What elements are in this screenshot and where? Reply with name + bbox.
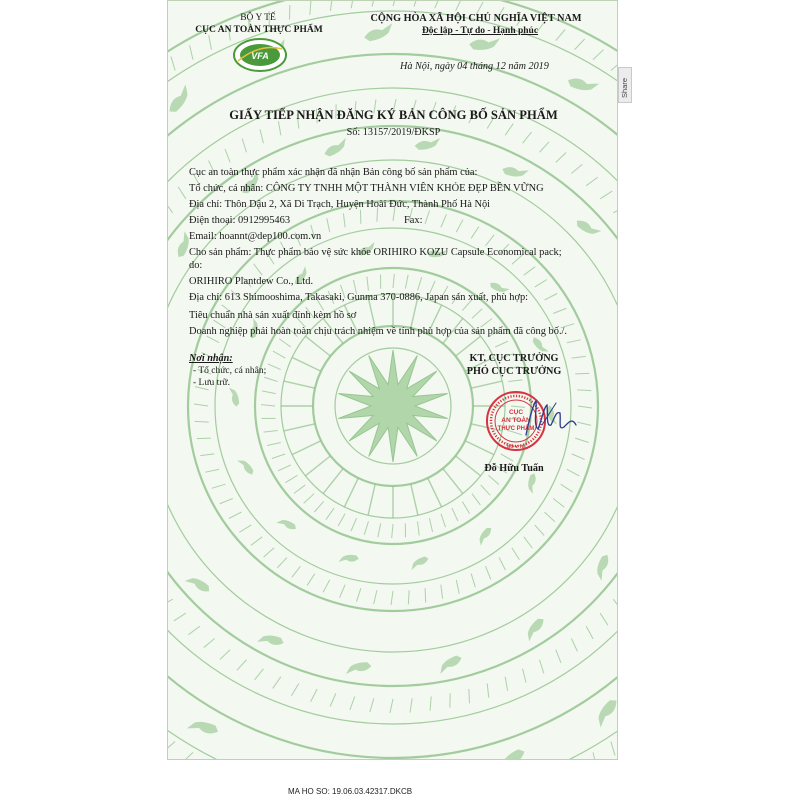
recipients-label: Nơi nhận: (189, 353, 233, 364)
national-motto: Độc lập - Tự do - Hạnh phúc (421, 26, 539, 36)
product-line: Cho sản phẩm: Thực phẩm bảo vệ sức khỏe ORIHIRO KOZU Capsule Economical pack; (189, 247, 562, 258)
responsibility-line: Doanh nghiệp phải hoàn toàn chịu trách nhiệm về tính phù hợp của sản phẩm đã công bố./. (189, 326, 568, 337)
standard-line: Tiêu chuẩn nhà sản xuất đính kèm hồ sơ (189, 310, 357, 321)
signer-name: Đỗ Hữu Tuấn (484, 463, 544, 474)
handwritten-signature (520, 395, 580, 441)
recipient-item: - Tổ chức, cá nhân; (193, 366, 267, 376)
organization-line: Tổ chức, cá nhân: CÔNG TY TNHH MỘT THÀNH VIÊN KHỎE ĐẸP BỀN VỮNG (189, 183, 544, 194)
certificate-document (167, 0, 618, 760)
svg-text:BỘ Y TẾ: BỘ Y TẾ (507, 444, 525, 449)
share-tab[interactable] (618, 67, 632, 103)
signer-subtitle: PHÓ CỤC TRƯỞNG (466, 366, 562, 377)
issue-date: Hà Nội, ngày 04 tháng 12 năm 2019 (400, 61, 549, 72)
svg-text:VFA: VFA (251, 51, 269, 61)
country-name: CỘNG HÒA XÃ HỘI CHỦ NGHĨA VIỆT NAM (370, 13, 582, 24)
svg-text:CỤC: CỤC (508, 409, 524, 416)
address-line: Địa chỉ: Thôn Dậu 2, Xã Di Trạch, Huyện Hoài Đức, Thành Phố Hà Nội (189, 199, 491, 210)
recipient-item: - Lưu trữ. (193, 378, 230, 388)
vfa-logo (232, 37, 288, 73)
dossier-code: MA HO SO: 19.06.03.42317.DKCB (288, 787, 413, 796)
ministry-name: BỘ Y TẾ (240, 13, 276, 23)
document-title: GIẤY TIẾP NHẬN ĐĂNG KÝ BẢN CÔNG BỐ SẢN PHẨM (229, 108, 558, 122)
intro-line: Cục an toàn thực phẩm xác nhận đã nhận Bản công bố sản phẩm của: (189, 167, 478, 178)
document-number: Số: 13157/2019/ĐKSP (346, 127, 441, 138)
fax-line: Fax: (404, 215, 423, 226)
svg-text:THỰC PHẨM: THỰC PHẨM (497, 426, 535, 432)
manufacturer-address-line: Địa chỉ: 613 Shimooshima, Takasaki, Gunma 370-0886, Japan sản xuất, phù hợp: (189, 292, 529, 303)
email-line: Email: hoannt@dep100.com.vn (189, 231, 322, 242)
signer-title: KT. CỤC TRƯỞNG (469, 353, 559, 364)
agency-name: CỤC AN TOÀN THỰC PHẨM (195, 25, 323, 35)
phone-line: Điện thoại: 0912995463 (189, 215, 291, 226)
svg-text:AN TOÀN: AN TOÀN (501, 417, 531, 424)
share-label: Share (620, 77, 629, 98)
manufacturer-line: ORIHIRO Plantdew Co., Ltd. (189, 276, 314, 287)
product-line-continued: do: (189, 260, 203, 271)
